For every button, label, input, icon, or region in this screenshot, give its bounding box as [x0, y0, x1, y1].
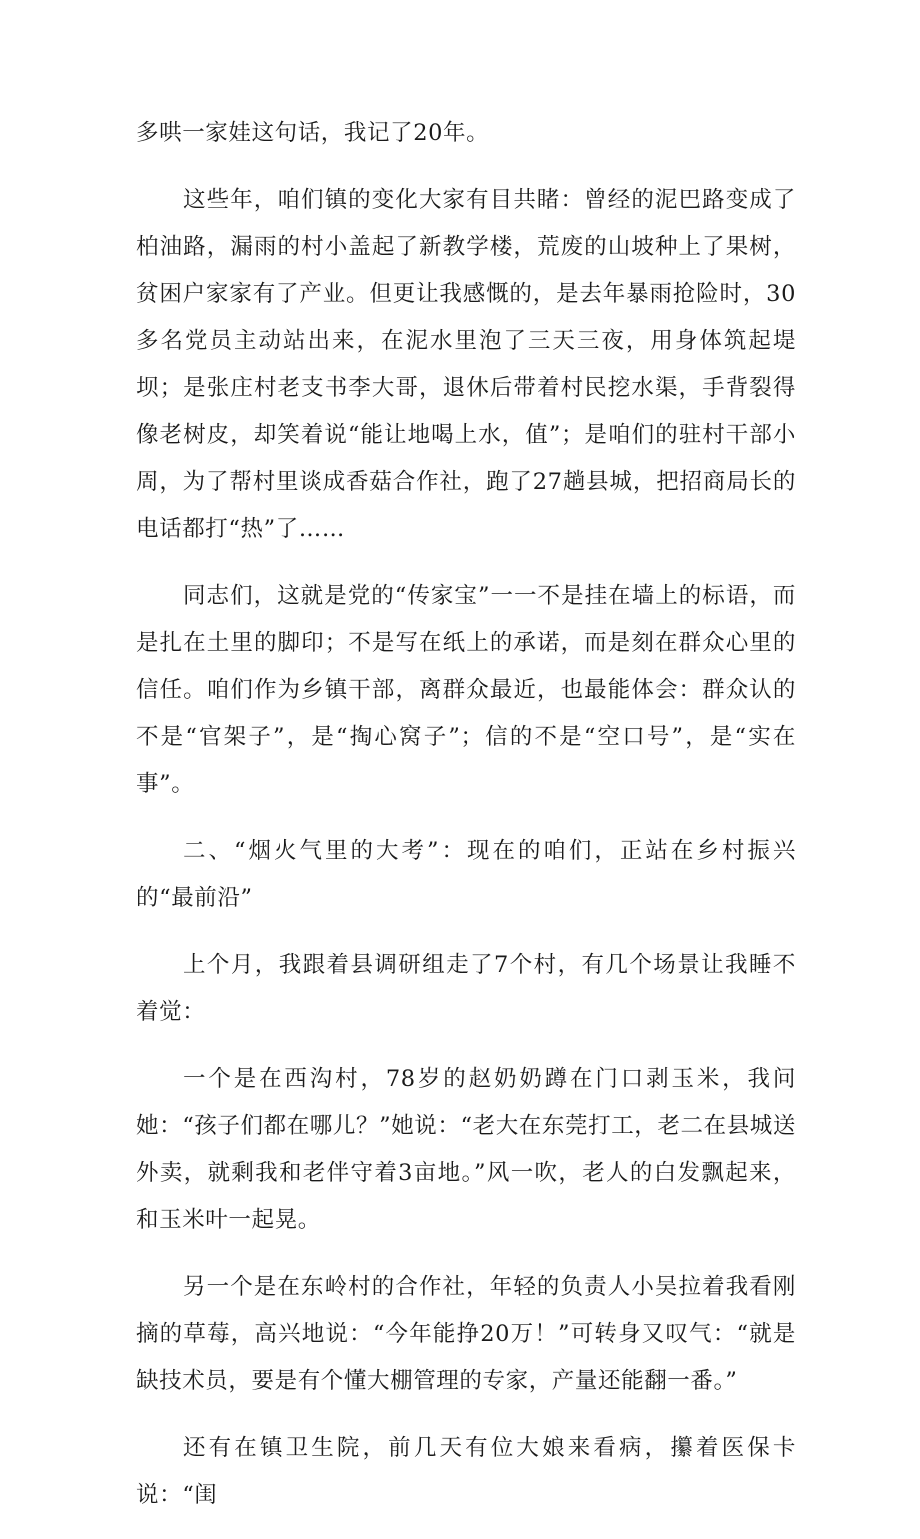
paragraph-6: 另一个是在东岭村的合作社，年轻的负责人小吴拉着我看刚摘的草莓，高兴地说：“今年能挣20万！”可转身又叹气：“就是缺技术员，要是有个懂大棚管理的专家，产量还能翻一番。”: [136, 1274, 796, 1394]
paragraph-4: 上个月，我跟着县调研组走了7个村，有几个场景让我睡不着觉：: [136, 952, 796, 1025]
document-page: [136, 110, 796, 1539]
paragraph-1: 多哄一家娃这句话，我记了20年。: [136, 120, 490, 146]
paragraph-7: 还有在镇卫生院，前几天有位大娘来看病，攥着医保卡说：“闺: [136, 1435, 796, 1508]
paragraph-2: 这些年，咱们镇的变化大家有目共睹：曾经的泥巴路变成了柏油路，漏雨的村小盖起了新教学楼，荒废的山坡种上了果树，贫困户家家有了产业。但更让我感慨的，是去年暴雨抢险时，30多名党员主动站出来，在泥水里泡了三天三夜，用身体筑起堤坝；是张庄村老支书李大哥，退休后带着村民挖水渠，手背裂得像老树皮，却笑着说“能让地喝上水，值”；是咱们的驻村干部小周，为了帮村里谈成香菇合作社，跑了27趟县城，把招商局长的电话都打“热”了……: [136, 187, 796, 542]
paragraph-3: 同志们，这就是党的“传家宝”一一不是挂在墙上的标语，而是扎在土里的脚印；不是写在纸上的承诺，而是刻在群众心里的信任。咱们作为乡镇干部，离群众最近，也最能体会：群众认的不是“官架子”，是“掏心窝子”；信的不是“空口号”，是“实在事”。: [136, 583, 796, 797]
section-heading-2: 二、“烟火气里的大考”：现在的咱们，正站在乡村振兴的“最前沿”: [136, 838, 796, 911]
paragraph-5: 一个是在西沟村，78岁的赵奶奶蹲在门口剥玉米，我问她：“孩子们都在哪儿？”她说：“老大在东莞打工，老二在县城送外卖，就剩我和老伴守着3亩地。”风一吹，老人的白发飘起来，和玉米叶一起晃。: [136, 1066, 797, 1233]
